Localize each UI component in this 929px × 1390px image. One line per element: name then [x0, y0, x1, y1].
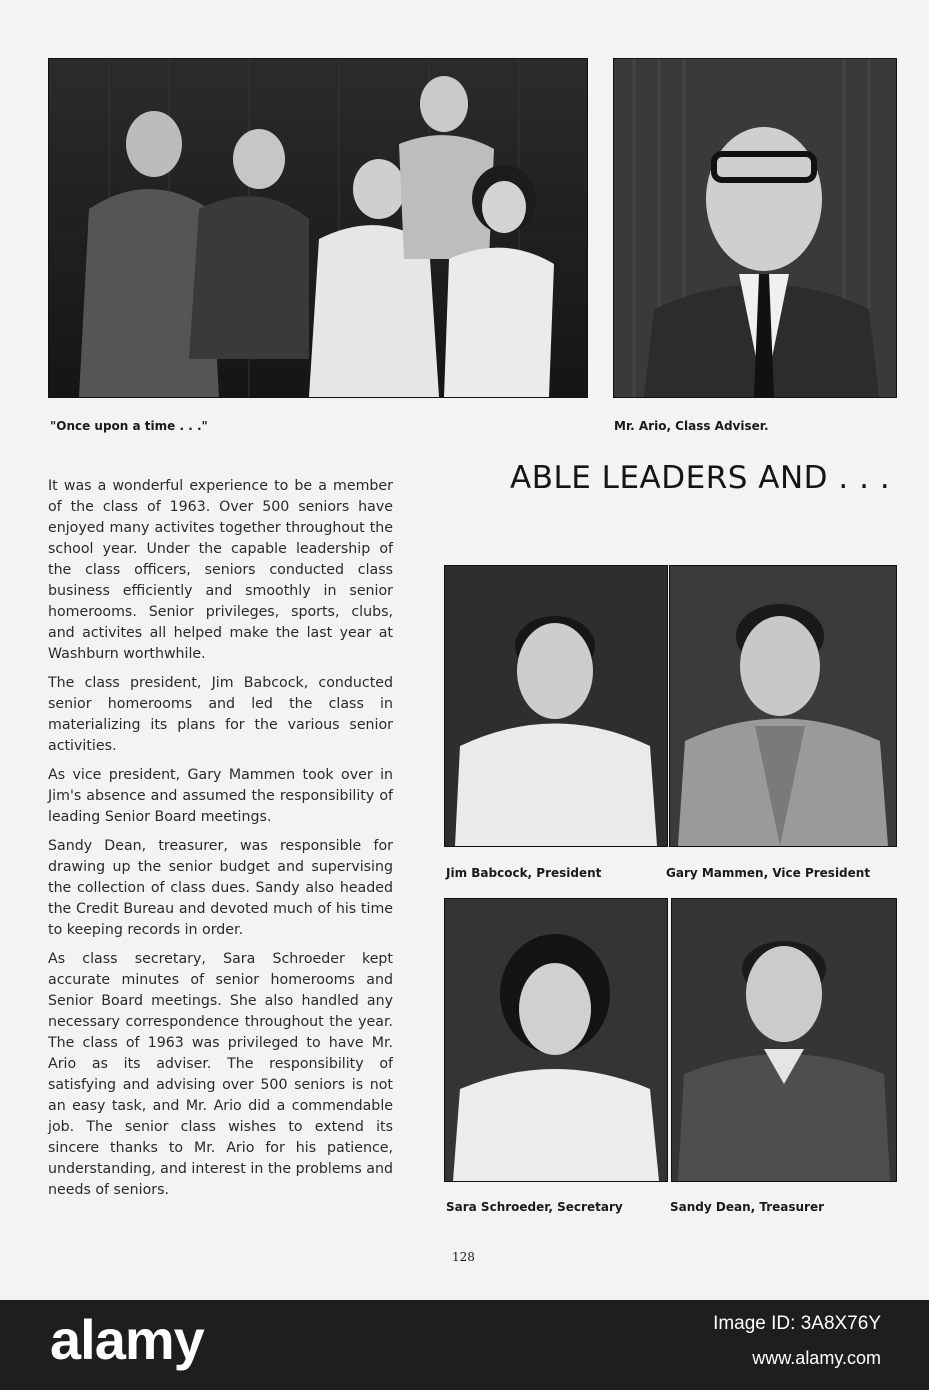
article-body: [48, 476, 393, 1209]
alamy-logo: alamy: [50, 1308, 204, 1371]
vice-president-photo: [669, 565, 897, 847]
adviser-photo: [613, 58, 897, 398]
paragraph-2: The class president, Jim Babcock, conducted senior homerooms and led the class in materializing its plans for the various senior activities.: [48, 675, 393, 754]
vice-president-caption: Gary Mammen, Vice President: [666, 866, 871, 880]
secretary-photo: [444, 898, 668, 1182]
president-photo: [444, 565, 668, 847]
president-caption: Jim Babcock, President: [446, 866, 602, 880]
secretary-caption: Sara Schroeder, Secretary: [446, 1200, 623, 1214]
paragraph-5: As class secretary, Sara Schroeder kept accurate minutes of senior homerooms and Senior Board meetings. She also handled any necessary correspondence throughout the year. The class of 1963 was privileged to have Mr. Ario as its adviser. The responsibility of satisfying and advising over 500 seniors is not an easy task, and Mr. Ario did a commendable job. The senior class wishes to extend its sincere thanks to Mr. Ario for his patience, understanding, and interest in the problems and needs of seniors.: [48, 951, 393, 1198]
image-id: Image ID: 3A8X76Y: [713, 1313, 881, 1334]
paragraph-3: As vice president, Gary Mammen took over in Jim's absence and assumed the responsibility of leading Senior Board meetings.: [48, 767, 393, 825]
site-url: www.alamy.com: [752, 1348, 881, 1368]
adviser-caption: Mr. Ario, Class Adviser.: [614, 419, 769, 433]
page-number: 128: [452, 1250, 475, 1264]
group-photo: [48, 58, 588, 398]
treasurer-photo: [671, 898, 897, 1182]
paragraph-1: It was a wonderful experience to be a member of the class of 1963. Over 500 seniors have enjoyed many activites together throughout the school year. Under the capable leadership of the class officers, seniors conducted class business efficiently and smoothly in senior homerooms. Senior privileges, sports, clubs, and activites all helped make the last year at Washburn worthwhile.: [48, 478, 393, 662]
group-photo-caption: "Once upon a time . . .": [50, 419, 208, 433]
page-headline: ABLE LEADERS AND . . .: [510, 460, 891, 496]
paragraph-4: Sandy Dean, treasurer, was responsible for drawing up the senior budget and supervising the collection of class dues. Sandy also headed the Credit Bureau and devoted much of his time to keeping records in order.: [48, 838, 393, 938]
treasurer-caption: Sandy Dean, Treasurer: [670, 1200, 825, 1214]
